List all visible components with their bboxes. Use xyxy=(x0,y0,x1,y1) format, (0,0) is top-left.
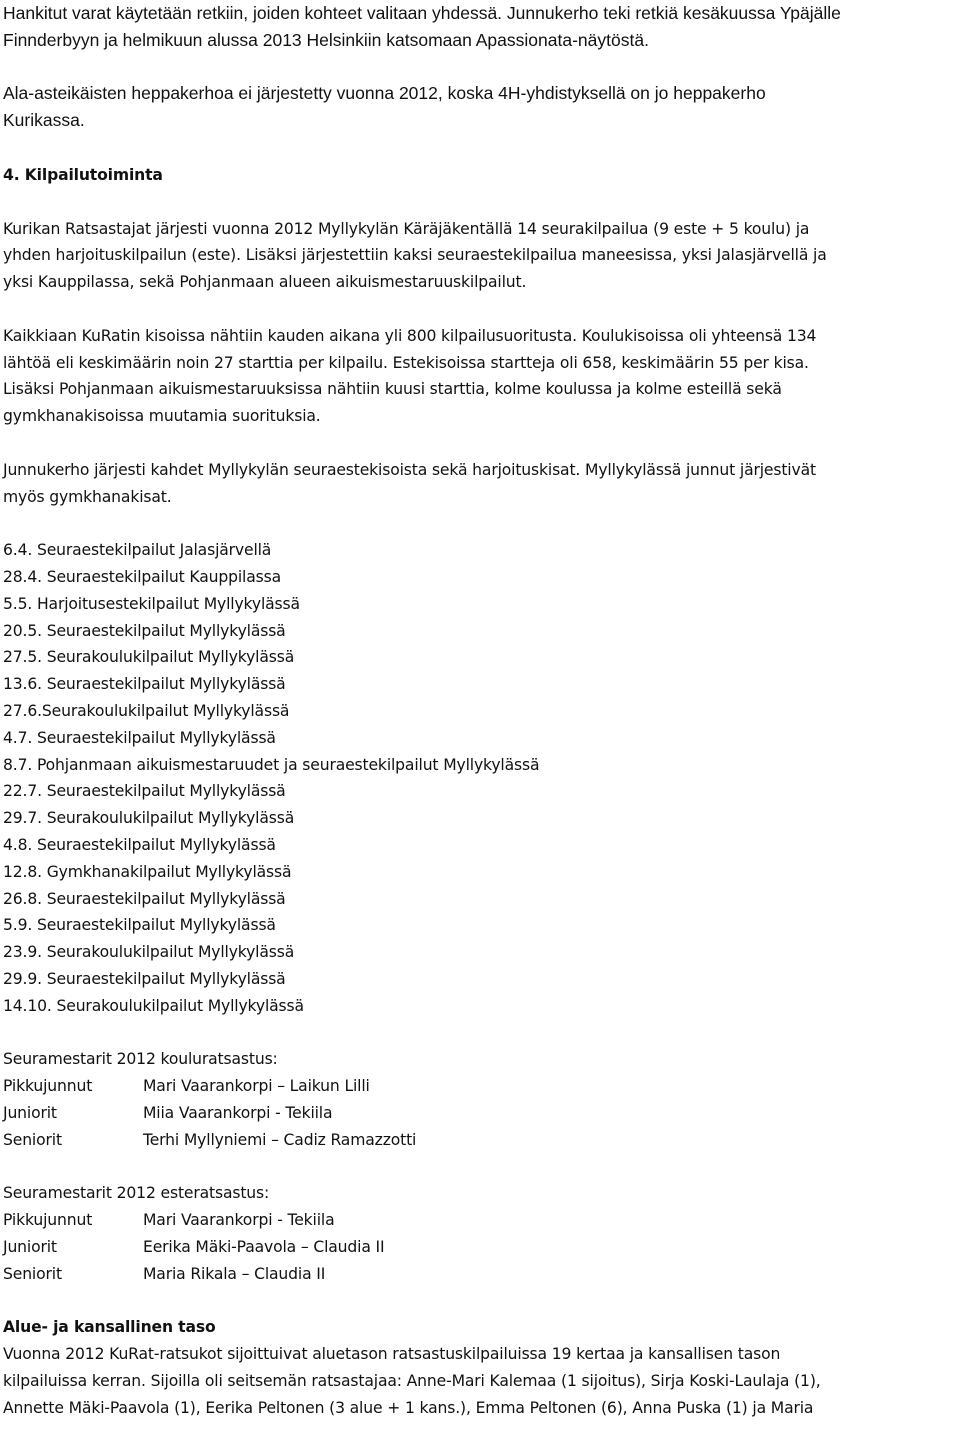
section-heading: Alue- ja kansallinen taso xyxy=(3,1318,216,1337)
text-line: yksi Kauppilassa, sekä Pohjanmaan alueen aikuismestaruuskilpailut. xyxy=(3,273,527,292)
champions-heading: Seuramestarit 2012 esteratsastus: xyxy=(3,1184,270,1203)
champion-category: Seniorit xyxy=(3,1130,62,1149)
champion-row xyxy=(3,1234,953,1261)
champion-category: Juniorit xyxy=(3,1103,57,1122)
dressage-champions xyxy=(3,1046,953,1153)
text-line: Vuonna 2012 KuRat-ratsukot sijoittuivat aluetason ratsastuskilpailuissa 19 kertaa ja kansallisen tason xyxy=(3,1345,781,1364)
event-item: 13.6. Seuraestekilpailut Myllykylässä xyxy=(3,675,286,694)
champion-row xyxy=(3,1073,953,1100)
event-list xyxy=(3,537,953,1019)
section-heading: 4. Kilpailutoiminta xyxy=(3,166,163,184)
event-item: 12.8. Gymkhanakilpailut Myllykylässä xyxy=(3,862,292,881)
event-item: 28.4. Seuraestekilpailut Kauppilassa xyxy=(3,567,281,586)
champion-category: Seniorit xyxy=(3,1264,62,1283)
text-line: Kurikan Ratsastajat järjesti vuonna 2012 Myllykylän Käräjäkentällä 14 seurakilpailua (9 este + 5 koulu) ja xyxy=(3,219,810,238)
champion-row xyxy=(3,1261,953,1288)
event-item: 22.7. Seuraestekilpailut Myllykylässä xyxy=(3,782,286,801)
text-line: Ala-asteikäisten heppakerhoa ei järjestetty vuonna 2012, koska 4H-yhdistyksellä on jo heppakerho xyxy=(3,83,766,103)
text-line: Lisäksi Pohjanmaan aikuismestaruuksissa nähtiin kuusi starttia, kolme koulussa ja kolme esteillä sekä xyxy=(3,380,782,399)
text-line: lähtöä eli keskimäärin noin 27 starttia per kilpailu. Estekisoissa startteja oli 658, keskimäärin 55 per kisa. xyxy=(3,353,809,372)
event-item: 27.6.Seurakoulukilpailut Myllykylässä xyxy=(3,701,290,720)
text-line: yhden harjoituskilpailun (este). Lisäksi järjestettiin kaksi seuraestekilpailua maneesissa, yksi Jalasjärvellä ja xyxy=(3,246,827,265)
text-line: Finnderbyyn ja helmikuun alussa 2013 Helsinkiin katsomaan Apassionata-näytöstä. xyxy=(3,29,649,50)
champion-row xyxy=(3,1100,953,1127)
intro-paragraph xyxy=(3,0,953,53)
event-item: 5.9. Seuraestekilpailut Myllykylässä xyxy=(3,916,276,935)
champion-category: Juniorit xyxy=(3,1237,57,1256)
statistics-paragraph xyxy=(3,323,953,430)
event-item: 27.5. Seurakoulukilpailut Myllykylässä xyxy=(3,648,295,667)
text-line: Kurikassa. xyxy=(3,109,85,130)
champion-winner: Terhi Myllyniemi – Cadiz Ramazzotti xyxy=(143,1130,417,1149)
champion-row xyxy=(3,1207,953,1234)
event-item: 14.10. Seurakoulukilpailut Myllykylässä xyxy=(3,996,304,1015)
event-item: 23.9. Seurakoulukilpailut Myllykylässä xyxy=(3,943,295,962)
text-line: Annette Mäki-Paavola (1), Eerika Peltonen (3 alue + 1 kans.), Emma Peltonen (6), Anna Puska (1) ja Maria xyxy=(3,1398,814,1417)
event-item: 29.7. Seurakoulukilpailut Myllykylässä xyxy=(3,809,295,828)
text-line: Kaikkiaan KuRatin kisoissa nähtiin kauden aikana yli 800 kilpailusuoritusta. Koulukisoissa oli yhteensä 134 xyxy=(3,326,817,345)
event-item: 6.4. Seuraestekilpailut Jalasjärvellä xyxy=(3,541,272,560)
junnukerho-paragraph xyxy=(3,457,953,511)
champion-winner: Eerika Mäki-Paavola – Claudia II xyxy=(143,1237,385,1256)
champion-winner: Mari Vaarankorpi - Tekiila xyxy=(143,1211,335,1230)
jumping-champions xyxy=(3,1180,953,1287)
champion-winner: Miia Vaarankorpi - Tekiila xyxy=(143,1103,333,1122)
regional-paragraph xyxy=(3,1341,953,1421)
event-item: 8.7. Pohjanmaan aikuismestaruudet ja seuraestekilpailut Myllykylässä xyxy=(3,755,540,774)
event-item: 29.9. Seuraestekilpailut Myllykylässä xyxy=(3,969,286,988)
competition-paragraph xyxy=(3,216,953,296)
event-item: 4.8. Seuraestekilpailut Myllykylässä xyxy=(3,835,276,854)
text-line: kilpailuissa kerran. Sijoilla oli seitsemän ratsastajaa: Anne-Mari Kalemaa (1 sijoitus), Sirja Koski-Laulaja (1), xyxy=(3,1371,821,1390)
event-item: 20.5. Seuraestekilpailut Myllykylässä xyxy=(3,621,286,640)
event-item: 26.8. Seuraestekilpailut Myllykylässä xyxy=(3,889,286,908)
document-page xyxy=(3,0,953,1421)
champion-row xyxy=(3,1127,953,1154)
event-item: 5.5. Harjoitusestekilpailut Myllykylässä xyxy=(3,594,300,613)
heppakerho-paragraph xyxy=(3,80,953,133)
champions-heading: Seuramestarit 2012 kouluratsastus: xyxy=(3,1050,278,1069)
text-line: myös gymkhanakisat. xyxy=(3,487,172,506)
text-line: Hankitut varat käytetään retkiin, joiden kohteet valitaan yhdessä. Junnukerho teki retkiä kesäkuussa Ypäjälle xyxy=(3,3,841,23)
champion-winner: Maria Rikala – Claudia II xyxy=(143,1264,326,1283)
text-line: Junnukerho järjesti kahdet Myllykylän seuraestekisoista sekä harjoituskisat. Myllykylässä junnut järjestivät xyxy=(3,460,816,479)
champion-category: Pikkujunnut xyxy=(3,1211,93,1230)
text-line: gymkhanakisoissa muutamia suorituksia. xyxy=(3,407,321,426)
champion-winner: Mari Vaarankorpi – Laikun Lilli xyxy=(143,1077,370,1096)
champion-category: Pikkujunnut xyxy=(3,1077,93,1096)
event-item: 4.7. Seuraestekilpailut Myllykylässä xyxy=(3,728,276,747)
